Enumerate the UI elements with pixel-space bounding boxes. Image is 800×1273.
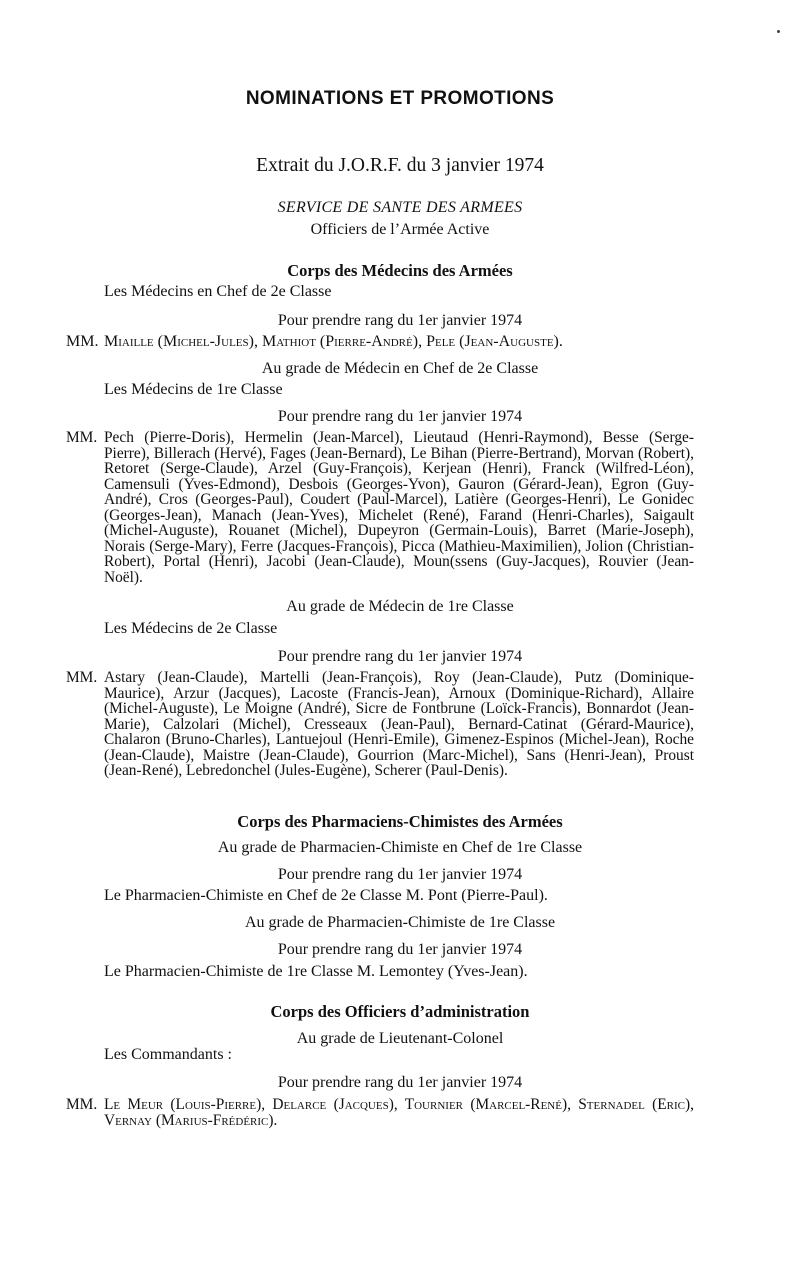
administration-intro: Les Commandants : [104,1046,232,1063]
grade3-line: Au grade de Médecin de 1re Classe [286,598,514,615]
group2-intro: Les Médecins de 1re Classe [104,381,283,398]
group1-rang: Pour prendre rang du 1er janvier 1974 [277,312,523,329]
group3-paragraph [66,669,694,795]
administration-heading: Corps des Officiers d’administration [270,1002,530,1021]
pharmaciens-heading: Corps des Pharmaciens-Chimistes des Armées [237,812,563,831]
group1-names: Miaille (Michel-Jules), Mathiot (Pierre-André), Pele (Jean-Auguste). [104,333,563,350]
pharmaciens-line2: Le Pharmacien-Chimiste de 1re Classe M. Lemontey (Yves-Jean). [104,963,528,980]
group2-mm: MM. [66,429,98,446]
extrait-line: Extrait du J.O.R.F. du 3 janvier 1974 [256,155,544,176]
administration-rang: Pour prendre rang du 1er janvier 1974 [277,1074,523,1091]
administration-paragraph [66,1096,694,1131]
group3-rang: Pour prendre rang du 1er janvier 1974 [277,648,523,665]
service-heading: SERVICE DE SANTE DES ARMEES [277,199,523,216]
grade2-line: Au grade de Médecin en Chef de 2e Classe [261,360,539,377]
group2-paragraph [66,429,694,586]
group3-intro: Les Médecins de 2e Classe [104,620,278,637]
group1-intro: Les Médecins en Chef de 2e Classe [104,283,332,300]
page-title: NOMINATIONS ET PROMOTIONS [245,88,555,109]
pharmaciens-line1: Le Pharmacien-Chimiste en Chef de 2e Classe M. Pont (Pierre-Paul). [104,887,548,904]
group1-mm: MM. [66,333,99,350]
group2-names: Pech (Pierre-Doris), Hermelin (Jean-Marcel), Lieutaud (Henri-Raymond), Besse (Serge-Pierre), Billerach (Hervé), Fages (Jean-Bernard), Le Bihan (Pierre-Bertrand), Morvan (Robert), Retoret (Serge-Claude), Arzel (Guy-François), Kerjean (Henri), Franck (Wilfred-Léon), Camensuli (Yves-Edmond), Desbois (Georges-Yvon), Gauron (Gérard-Jean), Egron (Guy-André), Cros (Georges-Paul), Coudert (Paul-Marcel), Latière (Georges-Henri), Le Gonidec (Georges-Jean), Manach (Jean-Yves), Michelet (René), Farand (Henri-Charles), Saigault (Michel-Auguste), Rouanet (Michel), Dupeyron (Germain-Louis), Barret (Marie-Joseph), Norais (Serge-Mary), Ferre (Jacques-François), Picca (Mathieu-Maximilien), Jolion (Christian-Robert), Portal (Henri), Jacobi (Jean-Claude), Moun(ssens (Guy-Jacques), Rouvier (Jean-Noël). [104,429,694,586]
administration-grade: Au grade de Lieutenant-Colonel [296,1030,504,1047]
pharmaciens-rang1: Pour prendre rang du 1er janvier 1974 [277,866,523,883]
group2-rang: Pour prendre rang du 1er janvier 1974 [277,408,523,425]
pharmaciens-rang2: Pour prendre rang du 1er janvier 1974 [277,941,523,958]
group3-mm: MM. [66,669,98,686]
officiers-subheading: Officiers de l’Armée Active [310,221,490,238]
pharmaciens-grade2: Au grade de Pharmacien-Chimiste de 1re Classe [244,914,556,931]
pharmaciens-grade1: Au grade de Pharmacien-Chimiste en Chef de 1re Classe [217,839,583,856]
group3-names: Astary (Jean-Claude), Martelli (Jean-François), Roy (Jean-Claude), Putz (Dominique-Maurice), Arzur (Jacques), Lacoste (Francis-Jean), Arnoux (Dominique-Richard), Allaire (Michel-Auguste), Le Moigne (André), Sicre de Fontbrune (Loïck-Francis), Bonnardot (Jean-Marie), Calzolari (Michel), Cresseaux (Jean-Paul), Bernard-Catinat (Gérard-Maurice), Chalaron (Bruno-Charles), Lantuejoul (Henri-Emile), Gimenez-Espinos (Michel-Jean), Roche (Jean-Claude), Maistre (Jean-Claude), Gourrion (Marc-Michel), Sans (Henri-Jean), Proust (Jean-René), Lebredonchel (Jules-Eugène), Scherer (Paul-Denis). [104,669,694,780]
margin-dot [777,30,780,33]
administration-names: Le Meur (Louis-Pierre), Delarce (Jacques), Tournier (Marcel-René), Sternadel (Eric), Vernay (Marius-Frédéric). [104,1096,694,1129]
medecins-heading: Corps des Médecins des Armées [287,261,513,280]
administration-mm: MM. [66,1096,98,1113]
